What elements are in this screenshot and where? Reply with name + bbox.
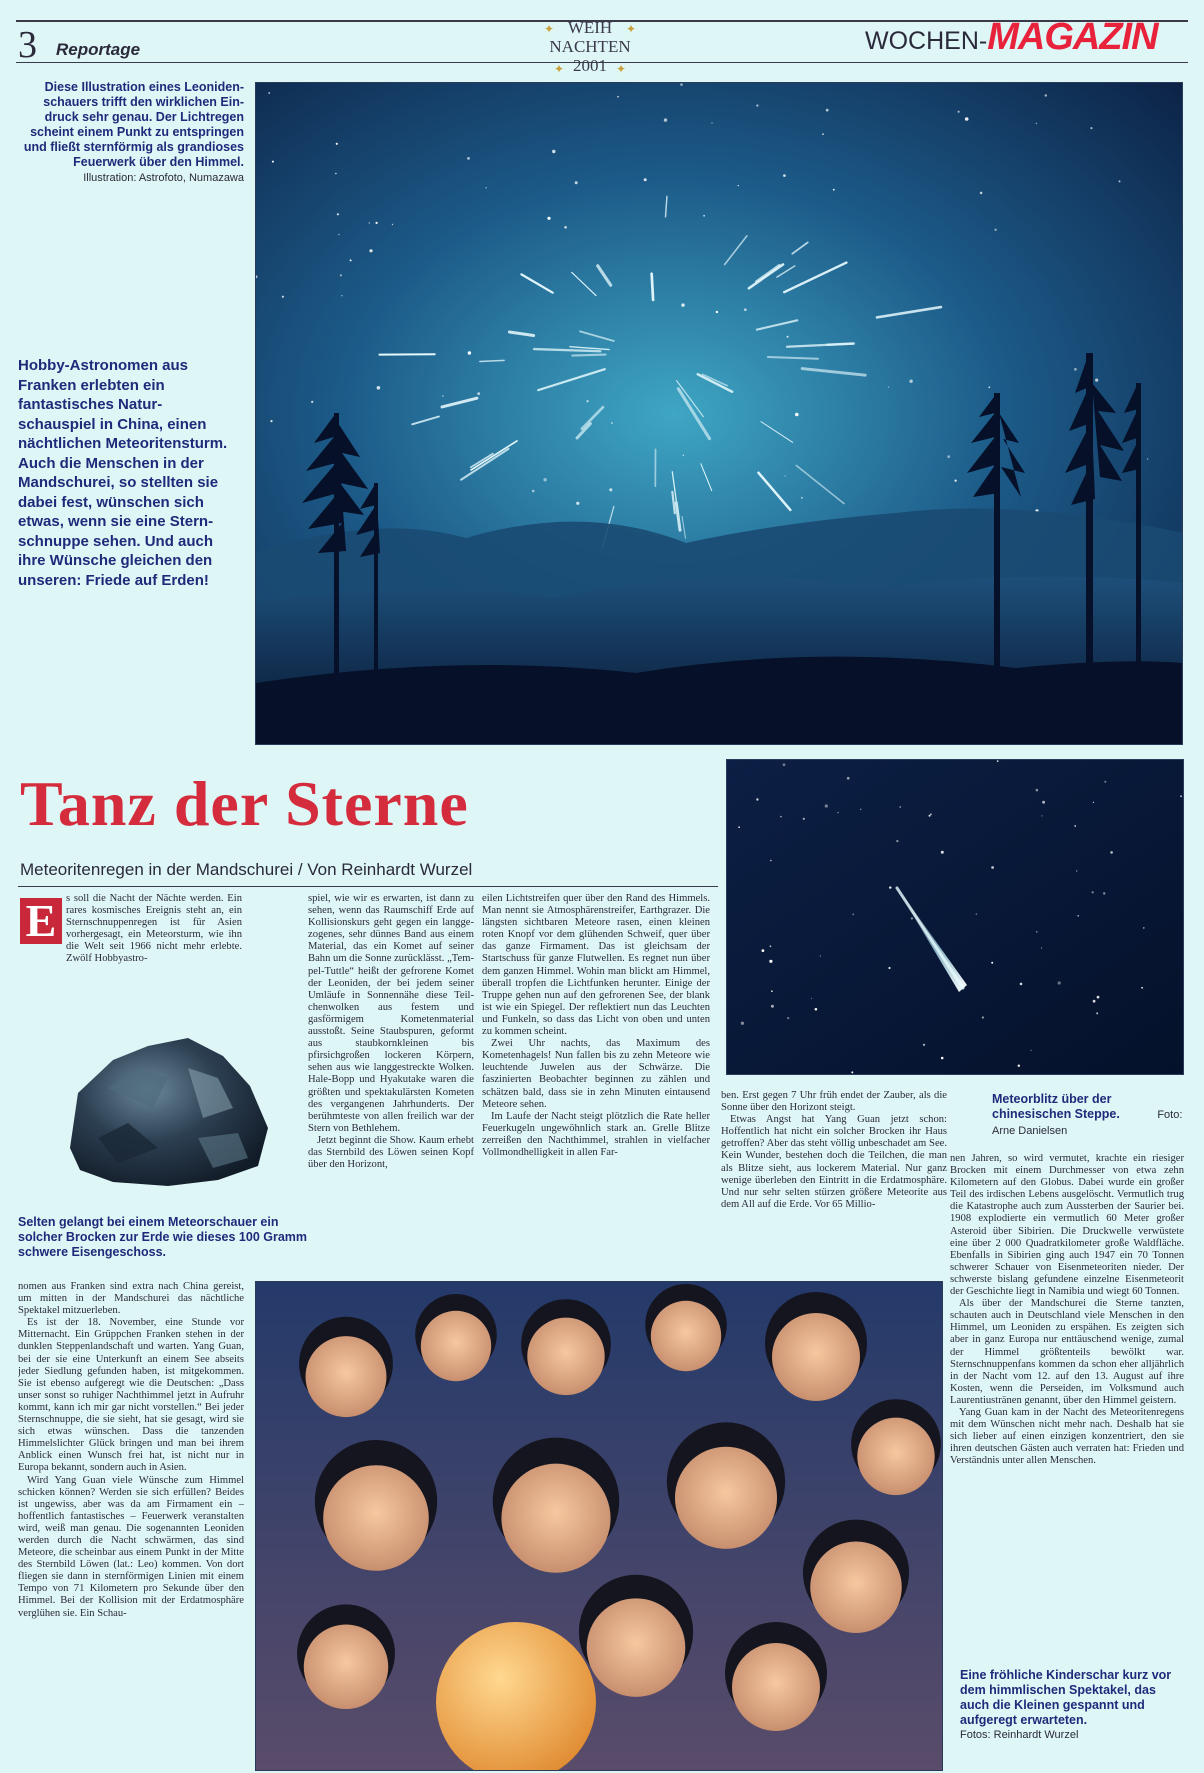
star <box>847 777 850 780</box>
star <box>899 806 901 808</box>
star <box>795 413 799 417</box>
meteorite-rock-artwork <box>18 998 300 1210</box>
star <box>976 913 978 915</box>
star <box>988 386 990 388</box>
star <box>744 308 747 311</box>
children-group-photo <box>255 1281 943 1771</box>
star <box>958 111 960 113</box>
star <box>375 222 377 224</box>
child-face <box>651 1301 721 1371</box>
star <box>485 187 486 188</box>
star <box>762 949 765 952</box>
star <box>350 259 352 261</box>
star <box>860 809 861 810</box>
star-icon: ✦ <box>625 22 636 36</box>
paragraph: Im Laufe der Nacht steigt plötzlich die Rate heller Feuerkugeln ungewöhnlich stark an. Grelle Blitze zerreißen den Nachthimmel, strahlen in vielfacher Vollmondhelligkeit in allen Far- <box>482 1110 710 1158</box>
star <box>851 1071 853 1073</box>
child-face <box>501 1464 610 1573</box>
star <box>820 955 821 956</box>
star <box>822 133 824 135</box>
star <box>644 178 647 181</box>
star <box>564 226 567 229</box>
children-photo-artwork <box>256 1282 943 1771</box>
star <box>1018 1065 1020 1067</box>
star-icon: ✦ <box>544 22 555 36</box>
logo-magazin: MAGAZIN <box>987 16 1158 58</box>
star-icon: ✦ <box>554 62 565 76</box>
paragraph: Jetzt beginnt die Show. Kaum erhebt das Sternbild des Löwen seinen Kopf über den Horizont, <box>308 1134 474 1171</box>
star <box>543 478 546 481</box>
paragraph: Etwas Angst hat Yang Guan jetzt schon: Hoffentlich hat nicht ein solcher Brocken ihr Haus getroffen? Aber das steht völlig unbeschadet am See. Kein Wunder, bestehen doch die Teilchen, die man als Blitze sieht, aus lockerem Material. Nur ganz wenige überleben den Eintritt in die Erdatmosphäre. Und nur sehr selten stürzen größere Meteorite aus dem All auf die Erde. Vor 65 Millio- <box>721 1114 947 1210</box>
child-face <box>587 1598 686 1697</box>
star <box>896 840 898 842</box>
star <box>1180 795 1182 797</box>
star <box>1104 781 1106 783</box>
star <box>683 455 684 456</box>
star <box>467 157 470 160</box>
star <box>965 117 969 121</box>
star <box>1074 368 1077 371</box>
star <box>982 1016 984 1018</box>
star <box>586 400 588 402</box>
star <box>980 192 983 195</box>
paragraph: spiel, wie wir es erwarten, ist dann zu sehen, wenn das Raumschiff Erde auf Kollisionskurs geht gegen ein langgezogenes, sehr dünnes Band aus einem Material, das ein Komet auf seiner Bahn um die Sonne zurücklässt. „Tempel-Tuttle“ heißt der gefrorene Komet der Leoniden, der bei jedem seiner Umläufe in Sonnennähe diese Teilchenwolken aus festem und gasförmigem Kometenmaterial ausstoßt. Seine Staubspuren, geformt aus staubkornkleinen bis pfirsichgroßen lockeren Körpern, sehen aus wie langgestreckte Wolken. Hale-Bopp und Hyakutake waren die größten und spektakulärsten Kometen des vergangenen Jahrhunderts. Der berühmteste von allen freilich war der Stern von Bethlehem. <box>308 893 474 1134</box>
star <box>338 234 339 235</box>
child-face <box>527 1318 604 1395</box>
star <box>995 229 997 231</box>
star <box>1077 915 1079 917</box>
child-face <box>732 1643 820 1731</box>
star <box>442 395 443 396</box>
christmas-2001-logo <box>540 18 640 75</box>
star <box>1076 870 1078 872</box>
star <box>1097 996 1100 999</box>
star <box>929 815 931 817</box>
star <box>552 150 555 153</box>
meteor-streak <box>827 344 853 345</box>
paragraph: Zwei Uhr nachts, das Maximum des Kometenhagels! Nun fallen bis zu zehn Meteore wie leuchtende Juwelen aus der Schwärze. Die faszinierten Beobachter beginnen zu zählen und schätzen bald, dass sie in zehn Minuten eintausend Meteore sehen. <box>482 1038 710 1110</box>
star <box>1058 981 1061 984</box>
star <box>664 118 667 121</box>
star <box>771 1005 774 1008</box>
star <box>532 490 535 493</box>
caption-credit: Foto: Arne Danielsen <box>992 1109 1183 1137</box>
star <box>888 967 890 969</box>
star <box>947 455 950 458</box>
star <box>1095 379 1098 382</box>
child-face <box>857 1418 934 1495</box>
star <box>923 1044 925 1046</box>
star <box>1147 458 1149 460</box>
star <box>1041 815 1042 816</box>
paragraph: s soll die Nacht der Nächte werden. Ein rares kosmisches Ereignis steht an, ein Sternschnuppenregen ist für Asien vorhergesagt, ein Meteorsturm, wie ihn die Welt seit 1966 nicht mehr erlebte. Zwölf Hobbyastro- <box>66 893 242 965</box>
star <box>711 122 712 123</box>
star <box>1096 1012 1098 1014</box>
star <box>787 1017 789 1019</box>
star <box>756 104 758 106</box>
paragraph: eilen Lichtstreifen quer über den Rand des Himmels. Man nennt sie Atmosphärenstreifer, Earthgrazer. Die längsten sichtbaren Meteore rasen, einen kleinen roten Knopf vor dem glühenden Schweif, quer über das ganze Firmament. Das ist gleichsam der Startschuss für ganze Flutwellen. Es regnet nun über dem ganzen Himmel. Wohin man blickt am Himmel, überall tropfen die Lichtfunken herunter. Einige der Truppe gehen nun auf den gefrorenen See, der blank ist wie ein Spiegel. Der reflektiert nun das Leuchten und Funkeln, so dass das Licht von oben und unten zu kommen scheint. <box>482 893 710 1038</box>
caption-credit: Fotos: Reinhardt Wurzel <box>960 1729 1079 1741</box>
article-column-2 <box>308 893 474 1269</box>
star <box>785 475 786 476</box>
star <box>803 818 805 820</box>
star <box>1041 948 1042 949</box>
star <box>703 215 705 217</box>
logo-line: NACHTEN <box>549 37 631 56</box>
star <box>1036 123 1038 125</box>
star <box>769 960 772 963</box>
star <box>1042 801 1045 804</box>
star <box>825 804 828 807</box>
paragraph: Yang Guan kam in der Nacht des Meteoritenregens mit dem Wünschen nicht mehr nach. Deshalb hat sie sich lieber auf einen einzigen konzentriert, den sie ihren deutschen Gästen auch verraten hat: Frieden und Verständnis unter allen Menschen. <box>950 1406 1184 1467</box>
star <box>756 798 758 800</box>
star <box>1074 825 1076 827</box>
star <box>1045 94 1047 96</box>
article-column-5 <box>950 1153 1184 1653</box>
article-column-1-bottom <box>18 1281 244 1771</box>
star <box>681 303 684 306</box>
star <box>1090 127 1092 129</box>
iron-meteorite-photo <box>18 998 300 1210</box>
meteor-shower-artwork <box>256 83 1183 745</box>
meteor-photo-caption <box>992 1092 1184 1139</box>
star <box>340 274 342 276</box>
article-column-3 <box>482 893 710 1269</box>
section-label: Reportage <box>56 40 141 59</box>
star <box>680 83 683 86</box>
star <box>341 295 342 296</box>
illustration-caption <box>18 80 244 186</box>
paragraph: Als über der Mandschurei die Sterne tanzten, schauten auch in Deutschland viele Menschen in den Himmel, um Leoniden zu erspähen. Es zeigten sich aber in ganz Europa nur enttäuschend wenige, zumal der Himmel größtenteils bewölkt war. Sternschnuppenfans kommen da schon eher alljährlich in der Nacht vom 12. auf den 13. August auf ihre Kosten, wenn die Perseiden, im Volksmund auch Laurentiustränen genannt, über den Himmel geistern. <box>950 1298 1184 1406</box>
child-face <box>421 1311 491 1381</box>
star <box>272 161 274 163</box>
star <box>468 351 471 354</box>
star <box>1093 1000 1096 1003</box>
star <box>837 812 838 813</box>
star <box>392 224 393 225</box>
paragraph: nen Jahren, so wird vermutet, krachte ein riesiger Brocken mit einem Durchmesser von etwa zehn Kilometern auf den Globus. Dabei wurde ein großer Teil des irdischen Lebens ausgelöscht. Vermutlich trug die Katastrophe auch zum Aussterben der Saurier bei. 1908 explodierte ein vermutlich 60 Meter großer Asteroid über Sibirien. Die Druckwelle verwüstete eine über 2 000 Quadratkilometer große Waldfläche. Ebenfalls in Sibirien ging auch 1947 ein 70 Tonnen schwerer Schauer von Eisenmeteoriten nieder. Der schwerste bislang gefundene einzelne Eisenmeteorit der Geschichte liegt in Namibia und wiegt 60 Tonnen. <box>950 1153 1184 1298</box>
star <box>783 174 786 177</box>
star <box>941 1057 944 1060</box>
star <box>270 420 272 422</box>
star <box>609 488 612 491</box>
star <box>576 502 579 505</box>
star <box>997 760 999 762</box>
star <box>991 866 994 869</box>
child-face <box>323 1465 429 1571</box>
star <box>311 401 313 403</box>
star <box>889 886 891 888</box>
child-face <box>306 1336 387 1417</box>
star <box>268 92 270 94</box>
star <box>575 181 578 184</box>
article-headline: Tanz der Sterne <box>20 768 469 839</box>
star <box>611 422 613 424</box>
star <box>852 914 854 916</box>
star <box>716 311 718 313</box>
meteorite-caption: Selten gelangt bei einem Meteorschauer ein solcher Brocken zur Erde wie dieses 100 Gramm schwere Eisengeschoss. <box>18 1215 308 1259</box>
caption-text: Diese Illustration eines Leonidenschauers trifft den wirklichen Eindruck sehr genau. Der Lichtregen scheint einem Punkt zu entspringen und fließt sternförmig als grandioses Feuerwerk über den Himmel. <box>23 80 244 169</box>
logo-line: 2001 <box>573 56 607 75</box>
star <box>833 189 835 191</box>
paragraph: ben. Erst gegen 7 Uhr früh endet der Zauber, als die Sonne über den Horizont steigt. <box>721 1090 947 1114</box>
article-subhead: Meteoritenregen in der Mandschurei / Von Reinhardt Wurzel <box>20 860 473 879</box>
star <box>780 816 782 818</box>
star <box>477 392 480 395</box>
meteor-flash-photo <box>726 759 1184 1075</box>
article-column-4 <box>721 1090 947 1268</box>
paragraph: Wird Yang Guan viele Wünsche zum Himmel schicken können? Werden sie sich erfüllen? Beides ist ungewiss, aber was da am Firmament ein – hoffentlich fantastisches – Feuerwerk veranstalten wird, weiß man genau. Die sogenannten Leoniden werden durch die Nacht schwärmen, das sind Meteore, die scheinbar aus einem Punkt in der Mitte des Sternbild Löwen (lat.: Leo) kommen. Von dort fliegen sie dann in sternförmigen Linien mit einem Tempo von 71 Kilometern pro Sekunde über den Himmel. Bei der Kollision mit der Erdatmosphäre verglühen sie. Ein Schau- <box>18 1474 244 1619</box>
star <box>335 173 337 175</box>
meteor-streak <box>572 355 605 356</box>
caption-text: Eine fröhliche Kinderschar kurz vor dem himmlischen Spektakel, das auch die Kleinen gespannt und aufgeregt erwarteten. <box>960 1668 1172 1727</box>
star <box>1020 983 1023 986</box>
star <box>815 1008 818 1011</box>
star <box>888 387 889 388</box>
children-photo-caption <box>960 1668 1184 1743</box>
meteor-streak <box>652 274 653 300</box>
star <box>547 217 550 220</box>
paragraph: nomen aus Franken sind extra nach China gereist, um mitten in der Mandschurei das nächtliche Spektakel mitzuerleben. <box>18 1281 244 1317</box>
meteor-photo-artwork <box>727 760 1184 1075</box>
star <box>1092 891 1094 893</box>
star <box>282 296 284 298</box>
star <box>369 249 372 252</box>
magazine-logo <box>865 16 1158 60</box>
child-face <box>810 1541 902 1633</box>
star <box>783 763 786 766</box>
star <box>955 480 957 482</box>
star <box>337 213 339 215</box>
child-face <box>675 1447 777 1549</box>
star <box>1110 851 1113 854</box>
star <box>770 860 772 862</box>
lead-teaser: Hobby-Astronomen aus Franken erlebten ein fantastisches Naturschauspiel in China, einen nächtlichen Meteoritensturm. Auch die Menschen in der Mandschurei, so stellten sie dabei fest, wünschen sich etwas, wenn sie eine Sternschnuppe sehen. Und auch ihre Wünsche gleichen den unseren: Friede auf Erden! <box>18 357 228 589</box>
star <box>741 1022 744 1025</box>
star <box>909 380 912 383</box>
star <box>811 998 812 999</box>
star-icon: ✦ <box>615 62 626 76</box>
star <box>336 143 338 145</box>
child-face <box>772 1313 860 1401</box>
star <box>1031 1050 1032 1051</box>
star <box>1036 931 1038 933</box>
star <box>911 917 913 919</box>
logo-line: WEIH <box>567 18 613 37</box>
star <box>738 185 739 186</box>
star <box>1103 892 1105 894</box>
star <box>801 497 803 499</box>
star <box>771 990 773 992</box>
star <box>1143 927 1145 929</box>
star <box>991 962 993 964</box>
paragraph: Es ist der 18. November, eine Stunde vor Mitternacht. Ein Grüppchen Franken stehen in der dunklen Steppenlandschaft und warten. Yang Guan, bei der sie eine Unterkunft an einem See abseits jeder Siedlung gefunden haben, ist mitgekommen. Sie ist ebenso aufgeregt wie die Deutschen: „Dass unser sonst so ruhiger Nachthimmel jetzt in Aufruhr kommt, kann ich mir gar nicht vorstellen.“ Bei jeder Sternschnuppe, die sie sieht, hat sie gesagt, wird sie sich etwas wünschen. Dass die tanzenden Himmelslichter Glück bringen und man bei ihrem Anblick einen Wunsch frei hat, ist nicht nur in Europa bekannt, sondern auch in Asien. <box>18 1317 244 1474</box>
child-face <box>304 1625 388 1709</box>
star <box>1036 789 1039 792</box>
caption-credit: Illustration: Astrofoto, Numazawa <box>83 172 244 184</box>
caption-text: Meteorblitz über der chinesischen Steppe. <box>992 1092 1120 1121</box>
star <box>770 945 772 947</box>
star <box>738 826 740 828</box>
leonid-shower-illustration <box>255 82 1183 745</box>
page-number: 3 <box>18 24 37 66</box>
star <box>787 336 789 338</box>
star <box>377 386 381 390</box>
article-column-1-top <box>66 893 242 989</box>
star <box>617 96 619 98</box>
star <box>1119 180 1121 182</box>
logo-wochen: WOCHEN- <box>865 27 988 55</box>
star <box>941 851 944 854</box>
star <box>1141 987 1143 989</box>
drop-cap: E <box>20 898 62 944</box>
star <box>369 222 370 223</box>
star <box>826 109 829 112</box>
star <box>1093 802 1094 803</box>
subhead-rule <box>18 886 718 887</box>
